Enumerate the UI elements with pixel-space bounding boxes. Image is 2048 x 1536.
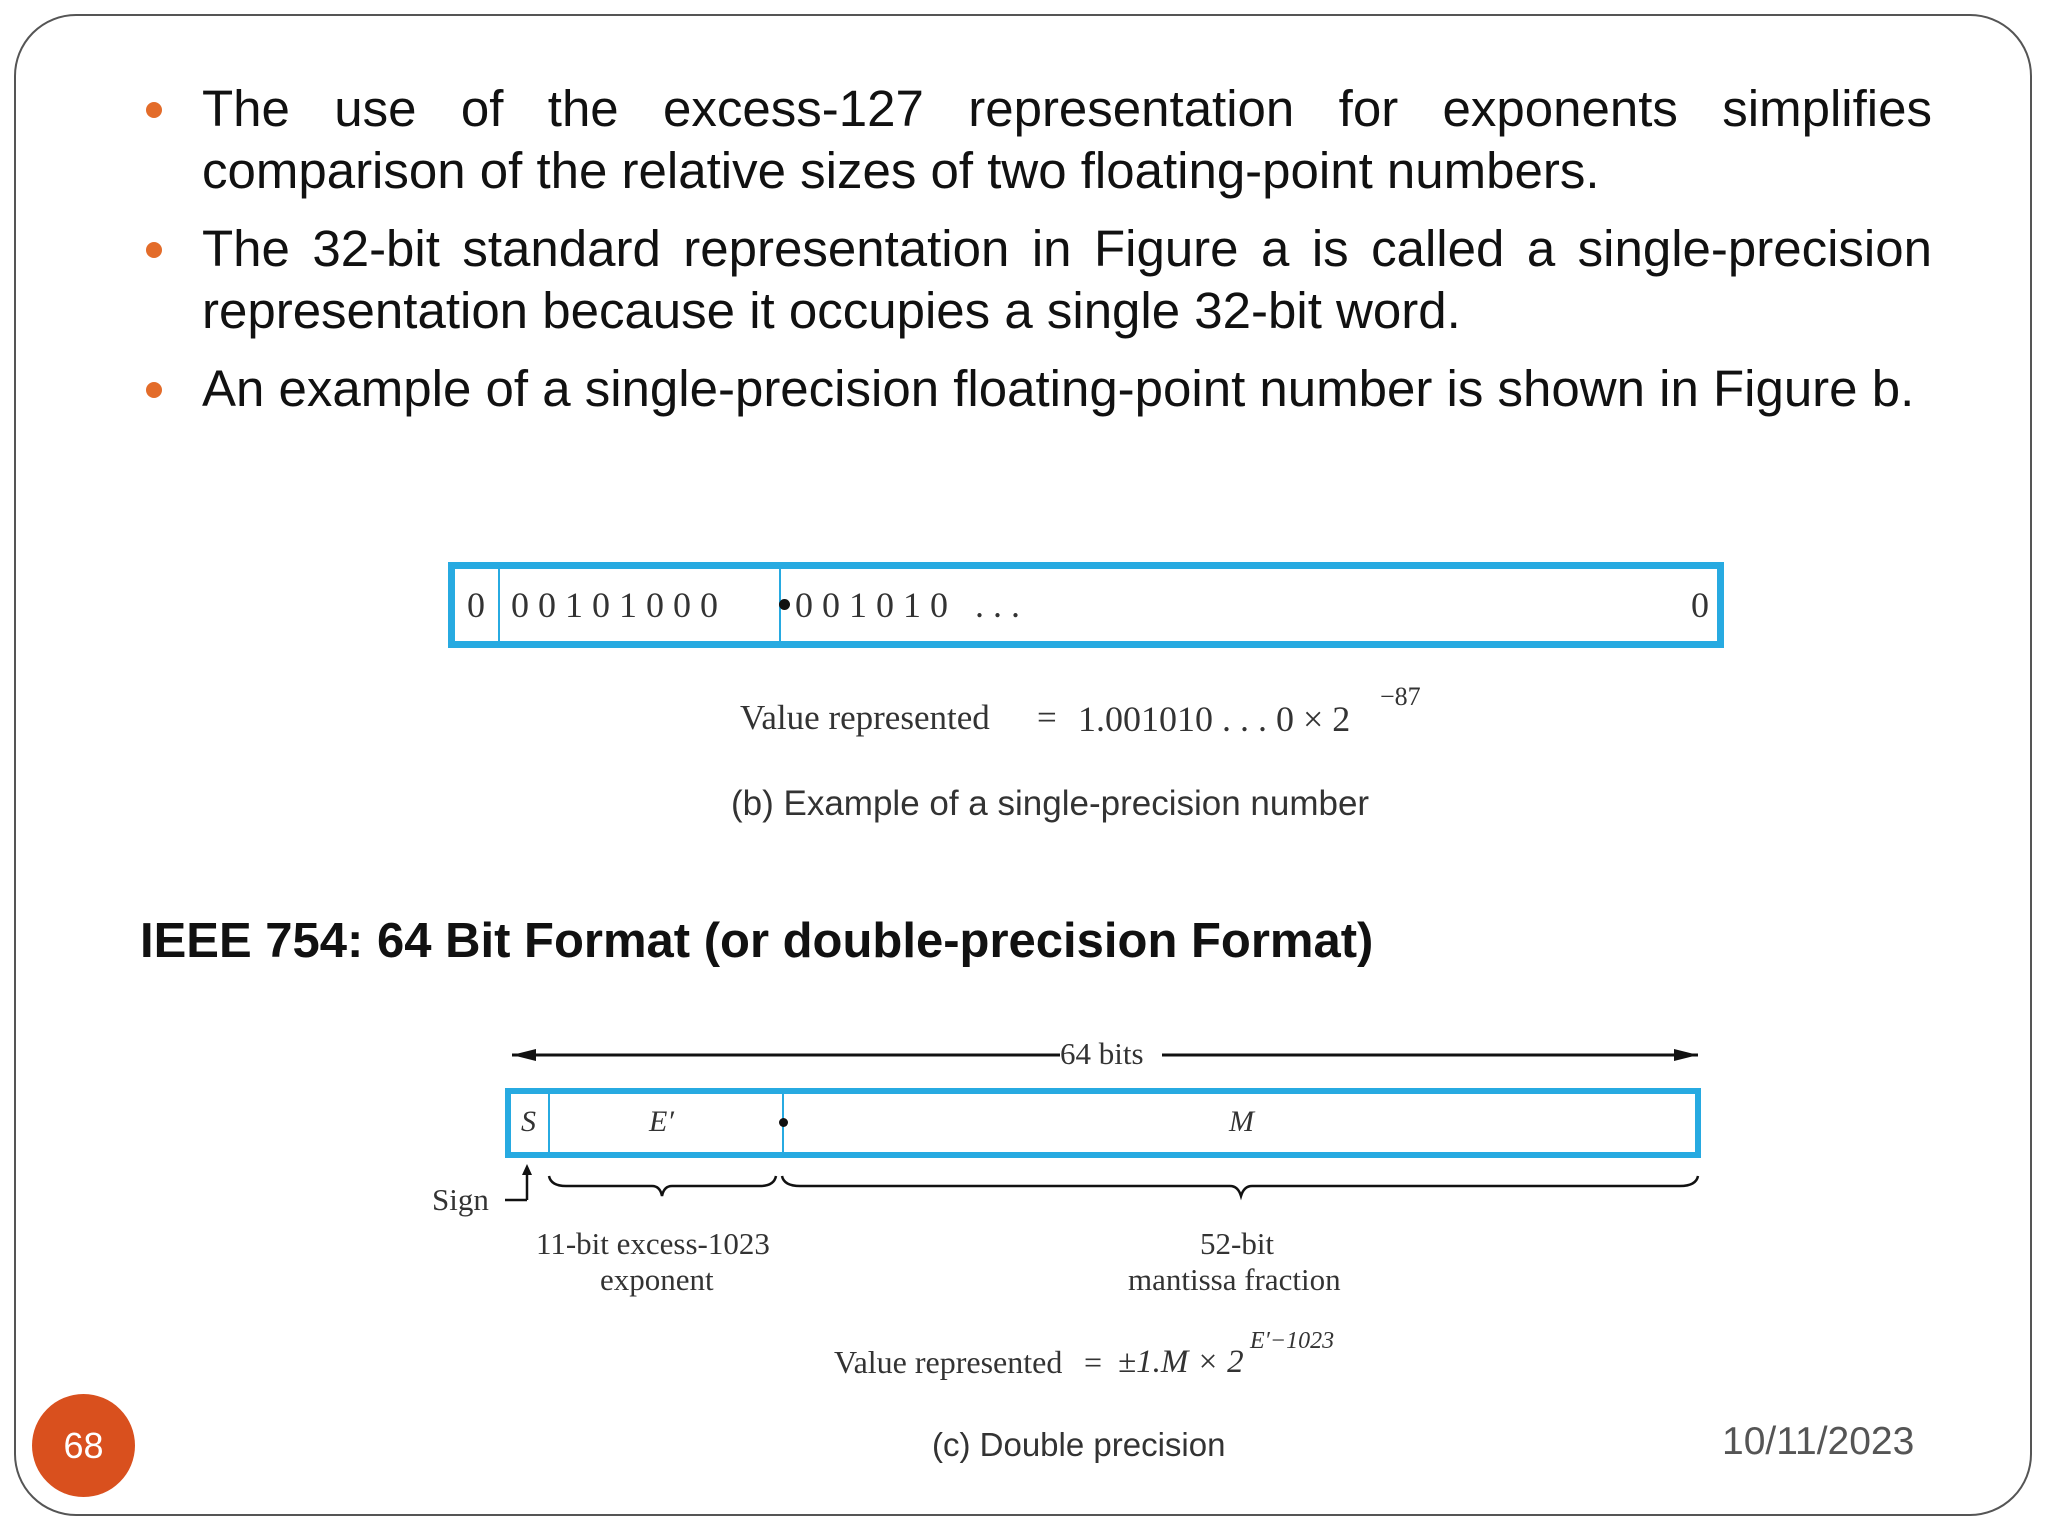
exponent-brace: [549, 1176, 776, 1196]
mantissa-bits: 001010 ...: [795, 585, 1029, 625]
bullet-text: The 32-bit standard representation in Figure a is called a single-precision representation because it occupies a single 32-bit word.: [202, 220, 1932, 339]
mantissa-field-label: M: [1229, 1105, 1254, 1138]
sign-field-label: S: [521, 1105, 536, 1138]
figure-b-caption: (b) Example of a single-precision number: [731, 784, 1370, 823]
exponent-description: 11-bit excess-1023: [536, 1226, 770, 1261]
double-precision-register: [505, 1088, 1701, 1158]
exponent-field-label: E′: [649, 1105, 674, 1138]
field-divider: [548, 1094, 550, 1152]
bullet-text: An example of a single-precision floating-point number is shown in Figure b.: [202, 360, 1915, 417]
equals-sign: =: [1084, 1344, 1103, 1380]
sign-arrowhead-icon: [522, 1164, 532, 1175]
slide-date: 10/11/2023: [1722, 1420, 1915, 1463]
equals-sign: =: [1037, 698, 1057, 737]
mantissa-description: 52-bit: [1200, 1226, 1275, 1261]
arrowhead-right-icon: [1674, 1049, 1698, 1061]
section-heading: IEEE 754: 64 Bit Format (or double-precision Format): [140, 914, 1374, 968]
sign-bit: 0: [467, 585, 485, 625]
page-number: 68: [63, 1424, 104, 1466]
figure-c-caption: (c) Double precision: [932, 1426, 1226, 1463]
value-expression: ±1.M × 2: [1118, 1344, 1244, 1380]
binary-point-icon: [779, 1118, 788, 1127]
value-label: Value represented: [740, 698, 990, 737]
value-label: Value represented: [834, 1344, 1063, 1380]
value-expression: 1.001010 . . . 0 × 2: [1078, 699, 1351, 739]
arrowhead-left-icon: [512, 1049, 536, 1061]
last-bit: 0: [1691, 585, 1709, 625]
sign-label: Sign: [432, 1182, 489, 1217]
width-label: 64 bits: [1060, 1036, 1144, 1071]
mantissa-brace: [782, 1176, 1698, 1196]
page-number-badge: [32, 1394, 135, 1497]
exponent-description: exponent: [600, 1262, 714, 1297]
bullet-text: The use of the excess-127 representation for exponents simplifies comparison of the relative sizes of two floating-point numbers.: [202, 80, 1932, 199]
value-exponent: −87: [1380, 682, 1421, 711]
value-exponent: E′−1023: [1250, 1328, 1335, 1354]
exponent-bits: 00101000: [511, 585, 727, 625]
mantissa-description: mantissa fraction: [1128, 1262, 1341, 1297]
